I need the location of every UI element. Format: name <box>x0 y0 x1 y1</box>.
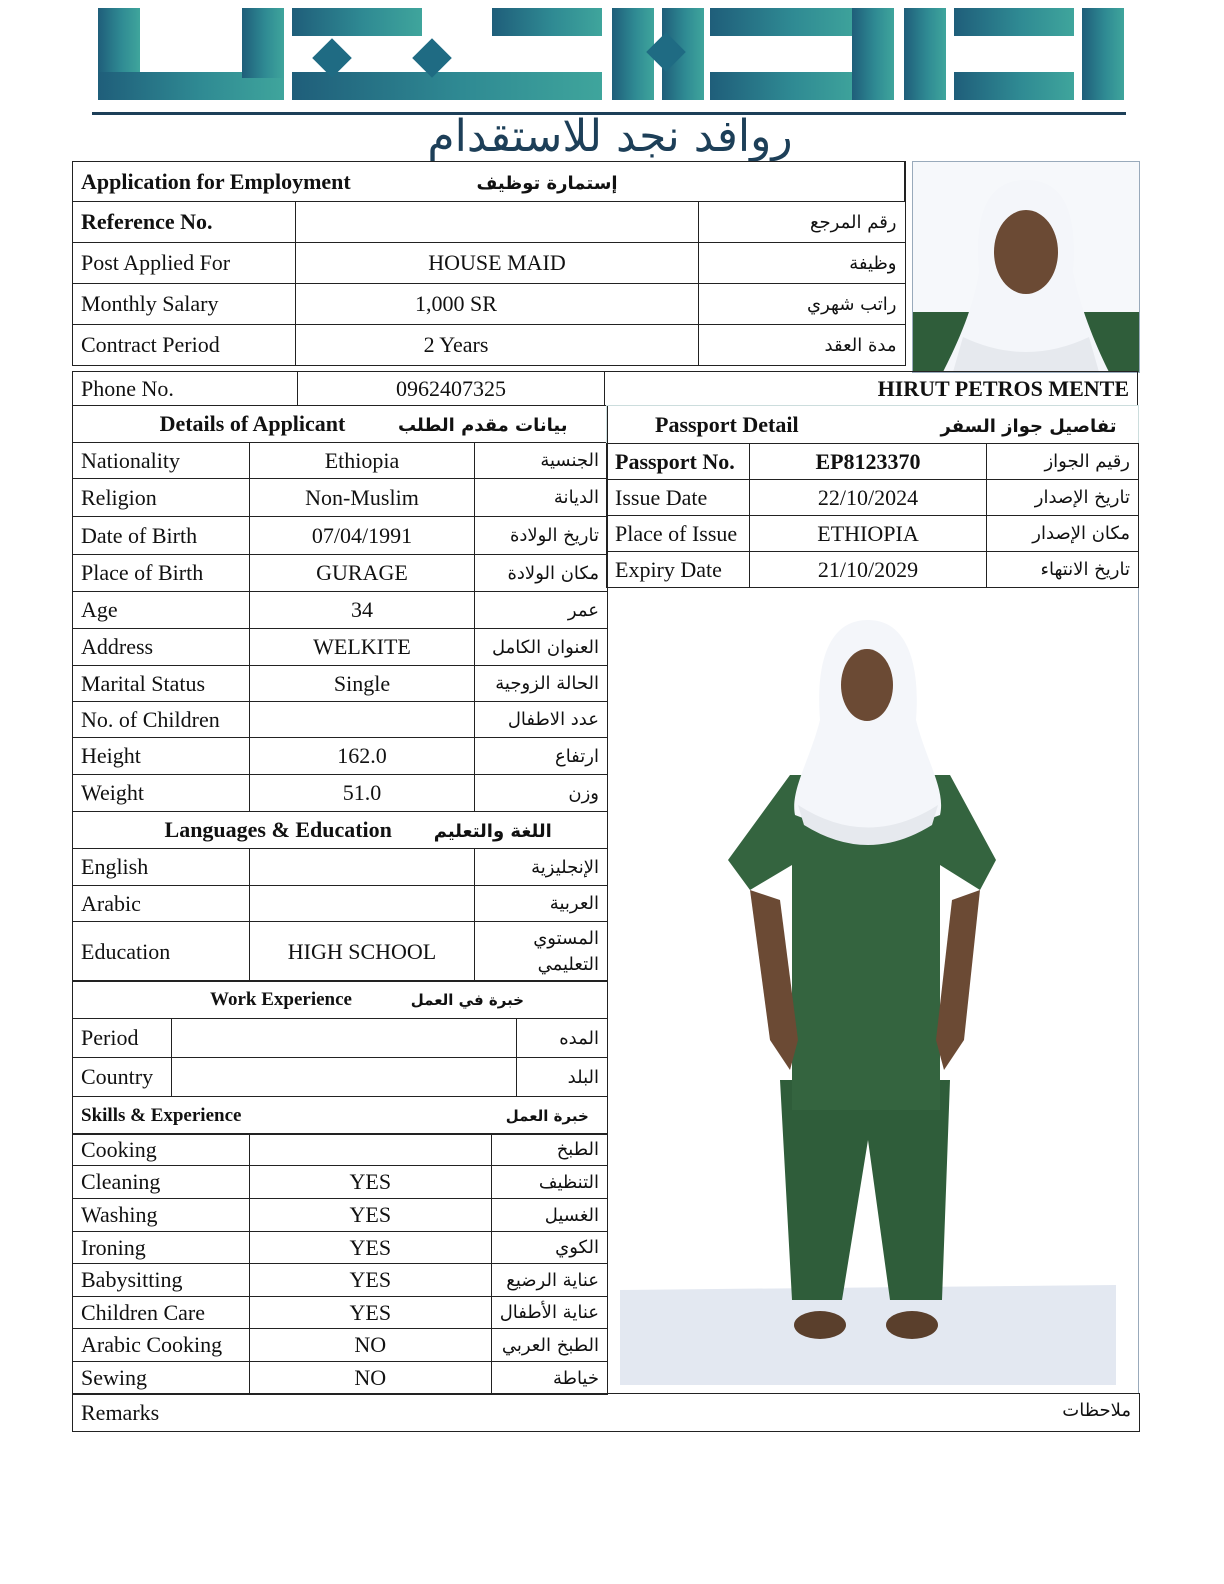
detail-row <box>73 666 608 702</box>
detail-label-ar: مكان الولادة <box>475 555 608 592</box>
reference-label-ar: رقم المرجع <box>699 202 906 243</box>
company-logo <box>92 4 1128 160</box>
passport-row <box>607 480 1139 516</box>
header-table <box>72 161 906 366</box>
detail-label: Date of Birth <box>73 517 250 555</box>
education-label-ar: المستوي التعليمي <box>475 922 608 982</box>
work-value <box>172 1058 517 1097</box>
passport-label-ar: رقيم الجواز <box>987 444 1139 480</box>
detail-value: Single <box>250 666 475 702</box>
detail-label-ar: الديانة <box>475 479 608 517</box>
detail-row <box>73 702 608 738</box>
salary-label: Monthly Salary <box>73 284 296 325</box>
detail-label: Marital Status <box>73 666 250 702</box>
detail-label: Nationality <box>73 443 250 479</box>
work-table <box>72 980 608 1135</box>
detail-label-ar: الجنسية <box>475 443 608 479</box>
full-body-photo <box>620 600 1116 1385</box>
passport-title-ar: تفاصيل جواز السفر <box>940 415 1117 437</box>
applicant-name: HIRUT PETROS MENTE <box>605 372 1138 406</box>
education-row <box>73 922 608 982</box>
detail-value: WELKITE <box>250 629 475 666</box>
passport-label: Passport No. <box>607 444 750 480</box>
work-row <box>73 1058 608 1097</box>
details-table <box>72 405 608 982</box>
languages-title-en: Languages & Education <box>164 817 392 842</box>
post-label: Post Applied For <box>73 243 296 284</box>
form-title-ar: إستمارة توظيف <box>476 172 618 194</box>
phone-name-table <box>72 371 1138 406</box>
education-value: HIGH SCHOOL <box>250 922 475 982</box>
detail-row <box>73 738 608 775</box>
skill-label: Sewing <box>73 1362 250 1395</box>
passport-label: Place of Issue <box>607 516 750 552</box>
skill-row <box>73 1166 608 1199</box>
skill-label-ar: عناية الرضيع <box>491 1264 607 1297</box>
skill-value: YES <box>249 1264 491 1297</box>
work-label: Period <box>73 1019 172 1058</box>
details-title-en: Details of Applicant <box>159 411 346 436</box>
skill-row <box>73 1232 608 1264</box>
detail-label-ar: تاريخ الولادة <box>475 517 608 555</box>
skill-row <box>73 1264 608 1297</box>
detail-value: 162.0 <box>250 738 475 775</box>
skill-label-ar: الغسيل <box>491 1199 607 1232</box>
passport-value: 21/10/2029 <box>750 552 987 588</box>
salary-row <box>73 284 906 325</box>
passport-value: ETHIOPIA <box>750 516 987 552</box>
work-label-ar: البلد <box>517 1058 608 1097</box>
contract-label: Contract Period <box>73 325 296 366</box>
salary-label-ar: راتب شهري <box>699 284 906 325</box>
passport-title-en: Passport Detail <box>655 411 799 437</box>
skill-label: Cleaning <box>73 1166 250 1199</box>
skill-row <box>73 1297 608 1329</box>
remarks-table <box>72 1393 1140 1432</box>
remarks-label-ar: ملاحظات <box>1062 1399 1131 1421</box>
detail-value: 34 <box>250 592 475 629</box>
remarks-label: Remarks <box>81 1399 160 1425</box>
skill-value <box>249 1134 491 1166</box>
skill-label-ar: عناية الأطفال <box>491 1297 607 1329</box>
detail-label-ar: وزن <box>475 775 608 812</box>
language-label-ar: الإنجليزية <box>475 849 608 886</box>
skill-row <box>73 1199 608 1232</box>
reference-row <box>73 202 906 243</box>
detail-label-ar: الحالة الزوجية <box>475 666 608 702</box>
passport-label-ar: تاريخ الإصدار <box>987 480 1139 516</box>
skills-title-en: Skills & Experience <box>81 1104 242 1126</box>
reference-label: Reference No. <box>73 202 296 243</box>
salary-value: 1,000 SR <box>296 284 699 325</box>
portrait-photo <box>912 161 1140 373</box>
detail-label: Weight <box>73 775 250 812</box>
language-value <box>250 849 475 886</box>
skill-value: NO <box>249 1329 491 1362</box>
detail-row <box>73 443 608 479</box>
work-label: Country <box>73 1058 172 1097</box>
skill-value: YES <box>249 1297 491 1329</box>
contract-value: 2 Years <box>296 325 699 366</box>
skill-label: Children Care <box>73 1297 250 1329</box>
detail-value: Ethiopia <box>250 443 475 479</box>
skill-label-ar: الكوي <box>491 1232 607 1264</box>
skill-label-ar: الطبخ <box>491 1134 607 1166</box>
skill-label: Cooking <box>73 1134 250 1166</box>
detail-row <box>73 555 608 592</box>
detail-label-ar: عدد الاطفال <box>475 702 608 738</box>
detail-label: Age <box>73 592 250 629</box>
phone-value: 0962407325 <box>298 372 605 406</box>
skill-label: Washing <box>73 1199 250 1232</box>
work-title-en: Work Experience <box>210 988 352 1010</box>
post-row <box>73 243 906 284</box>
detail-label: Address <box>73 629 250 666</box>
post-value: HOUSE MAID <box>296 243 699 284</box>
skill-label-ar: خياطة <box>491 1362 607 1395</box>
passport-row <box>607 552 1139 588</box>
detail-label: No. of Children <box>73 702 250 738</box>
detail-row <box>73 775 608 812</box>
work-row <box>73 1019 608 1058</box>
detail-row <box>73 517 608 555</box>
work-label-ar: المده <box>517 1019 608 1058</box>
contract-row <box>73 325 906 366</box>
detail-label-ar: العنوان الكامل <box>475 629 608 666</box>
skills-table <box>72 1133 608 1395</box>
passport-value: 22/10/2024 <box>750 480 987 516</box>
education-label: Education <box>73 922 250 982</box>
skill-label: Babysitting <box>73 1264 250 1297</box>
detail-value: 07/04/1991 <box>250 517 475 555</box>
languages-title-ar: اللغة والتعليم <box>433 821 552 842</box>
skill-row <box>73 1134 608 1166</box>
skill-value: YES <box>249 1199 491 1232</box>
detail-value: 51.0 <box>250 775 475 812</box>
detail-label: Religion <box>73 479 250 517</box>
passport-label-ar: تاريخ الانتهاء <box>987 552 1139 588</box>
passport-label-ar: مكان الإصدار <box>987 516 1139 552</box>
skill-value: YES <box>249 1232 491 1264</box>
language-label: Arabic <box>73 886 250 922</box>
detail-value: GURAGE <box>250 555 475 592</box>
passport-value: EP8123370 <box>750 444 987 480</box>
work-value <box>172 1019 517 1058</box>
skill-label: Arabic Cooking <box>73 1329 250 1362</box>
language-label-ar: العربية <box>475 886 608 922</box>
detail-row <box>73 592 608 629</box>
passport-label: Expiry Date <box>607 552 750 588</box>
passport-row <box>607 516 1139 552</box>
form-title-en: Application for Employment <box>81 168 351 194</box>
passport-table <box>606 405 1139 588</box>
detail-row <box>73 629 608 666</box>
skill-value: YES <box>249 1166 491 1199</box>
skill-label: Ironing <box>73 1232 250 1264</box>
details-title-ar: بيانات مقدم الطلب <box>397 415 568 436</box>
passport-row <box>607 444 1139 480</box>
skill-label-ar: الطبخ العربي <box>491 1329 607 1362</box>
skill-label-ar: التنظيف <box>491 1166 607 1199</box>
detail-row <box>73 479 608 517</box>
detail-label: Height <box>73 738 250 775</box>
post-label-ar: وظيفة <box>699 243 906 284</box>
contract-label-ar: مدة العقد <box>699 325 906 366</box>
skill-row <box>73 1329 608 1362</box>
detail-label-ar: عمر <box>475 592 608 629</box>
right-column-border <box>1138 588 1139 1394</box>
language-row <box>73 849 608 886</box>
detail-value: Non-Muslim <box>250 479 475 517</box>
reference-value <box>296 202 699 243</box>
passport-label: Issue Date <box>607 480 750 516</box>
skill-row <box>73 1362 608 1395</box>
work-title-ar: خبرة في العمل <box>410 990 524 1009</box>
skill-value: NO <box>249 1362 491 1395</box>
detail-label: Place of Birth <box>73 555 250 592</box>
language-value <box>250 886 475 922</box>
logo-arabic-text: روافد نجد للاستقدام <box>427 111 793 162</box>
skills-title-ar: خبرة العمل <box>505 1106 589 1125</box>
detail-value <box>250 702 475 738</box>
phone-label: Phone No. <box>73 372 298 406</box>
language-row <box>73 886 608 922</box>
language-label: English <box>73 849 250 886</box>
detail-label-ar: ارتفاع <box>475 738 608 775</box>
